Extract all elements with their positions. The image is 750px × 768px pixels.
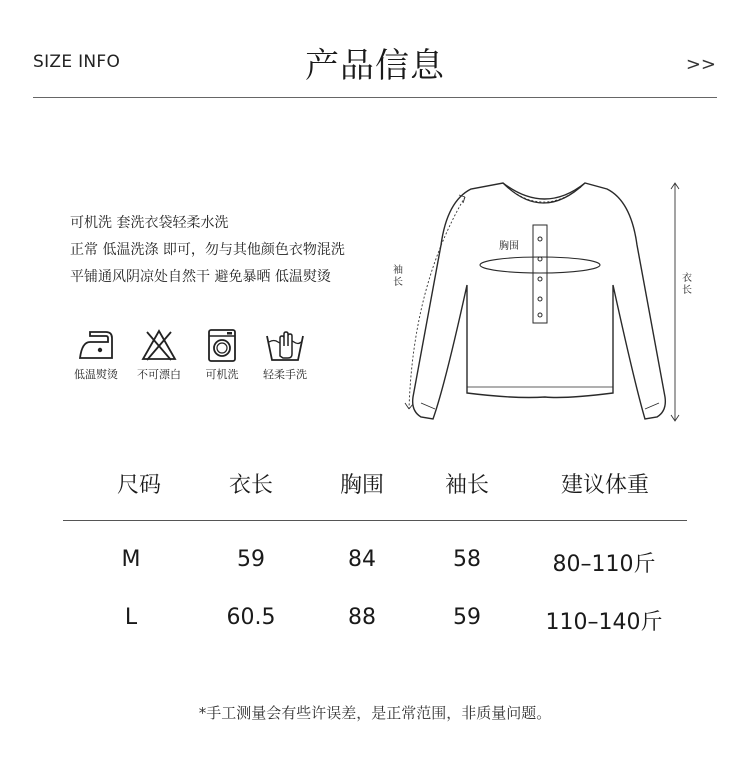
care-line-3: 平铺通风阴凉处自然干 避免暴晒 低温熨烫 — [70, 269, 331, 285]
care-icon-label: 可机洗 — [205, 368, 239, 381]
table-cell-length: 59 — [237, 547, 265, 572]
care-line-1: 可机洗 套洗衣袋轻柔水洗 — [70, 215, 229, 231]
measurement-footnote: *手工测量会有些许误差，是正常范围，非质量问题。 — [198, 704, 552, 722]
table-cell-chest: 88 — [348, 605, 376, 630]
washing-machine-icon — [202, 328, 242, 362]
shirt-illustration — [395, 165, 705, 435]
table-cell-sleeve: 58 — [453, 547, 481, 572]
table-cell-length: 60.5 — [226, 605, 276, 630]
garment-diagram — [395, 165, 705, 435]
header-divider — [33, 97, 717, 98]
chest-label: 胸围 — [499, 241, 519, 252]
col-header-chest: 胸围 — [339, 473, 384, 498]
care-icon-label: 轻柔手洗 — [263, 368, 307, 381]
care-icon-iron — [66, 328, 126, 382]
care-icons-row — [66, 328, 326, 388]
page-title: 产品信息 — [305, 46, 445, 86]
table-cell-chest: 84 — [348, 547, 376, 572]
care-icon-label: 低温熨烫 — [74, 368, 118, 381]
care-icon-machine — [192, 328, 252, 382]
no-bleach-icon — [139, 328, 179, 362]
care-icon-label: 不可漂白 — [137, 368, 181, 381]
iron-icon — [76, 328, 116, 362]
hand-wash-icon — [264, 328, 306, 362]
table-cell-weight: 110–140斤 — [545, 610, 663, 635]
table-cell-size: L — [124, 605, 138, 630]
care-icon-handwash — [255, 328, 315, 382]
length-label: 衣长 — [682, 273, 692, 296]
size-info-label: SIZE INFO — [33, 52, 121, 72]
sleeve-label: 袖长 — [393, 265, 403, 288]
col-header-sleeve: 袖长 — [444, 473, 489, 498]
col-header-length: 衣长 — [228, 473, 273, 498]
table-divider — [63, 520, 687, 521]
care-line-2: 正常 低温洗涤 即可，勿与其他颜色衣物混洗 — [70, 242, 345, 258]
table-cell-weight: 80–110斤 — [552, 552, 656, 577]
table-cell-size: M — [121, 547, 141, 572]
col-header-size: 尺码 — [116, 473, 161, 498]
table-cell-sleeve: 59 — [453, 605, 481, 630]
care-icon-bleach — [129, 328, 189, 382]
next-arrow[interactable]: >> — [685, 54, 716, 75]
col-header-weight: 建议体重 — [560, 473, 649, 498]
